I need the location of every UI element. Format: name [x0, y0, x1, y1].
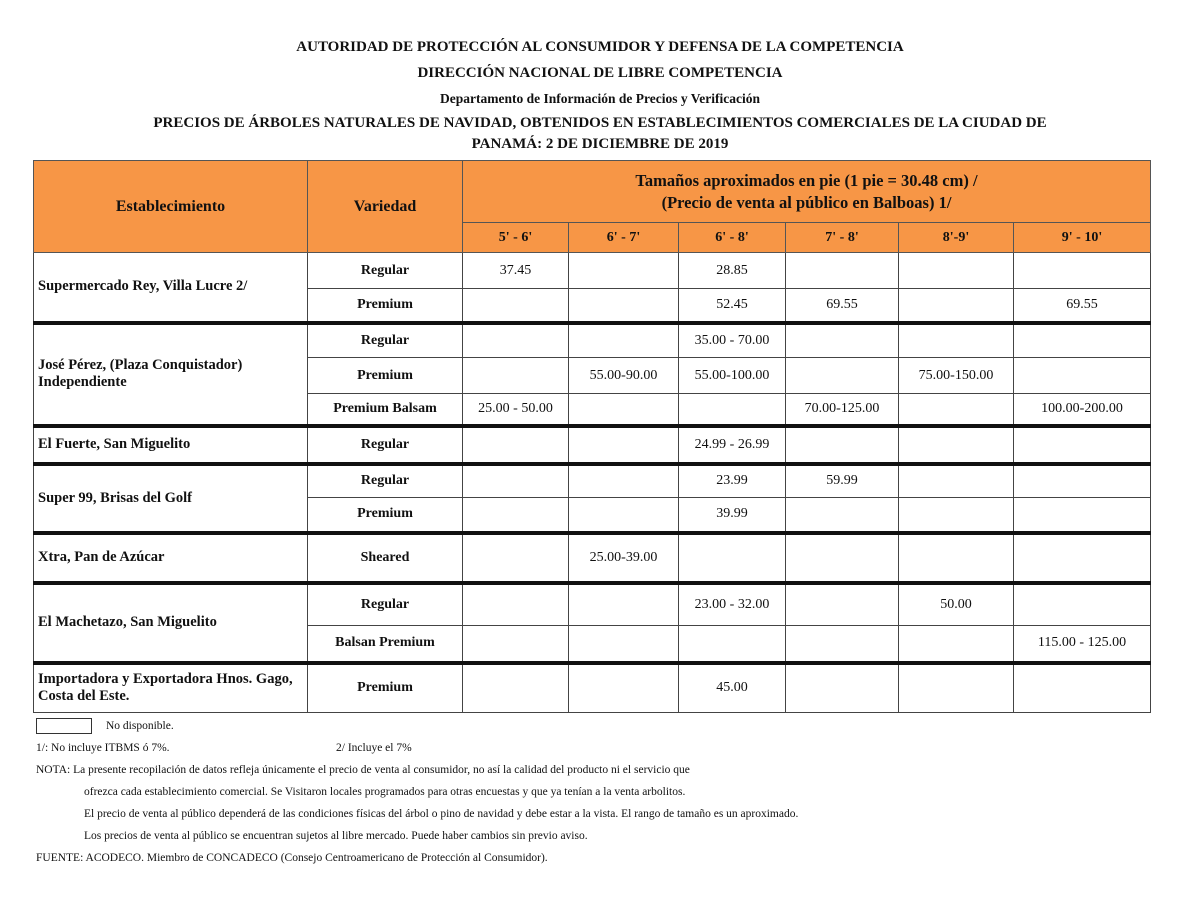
- price-cell: [569, 323, 679, 358]
- price-cell: [569, 253, 679, 289]
- price-cell: [1014, 358, 1151, 394]
- variedad-cell: Regular: [308, 426, 463, 464]
- header-sizes-group: [463, 161, 1151, 223]
- price-cell: [899, 533, 1014, 583]
- price-cell: 55.00-100.00: [679, 358, 786, 394]
- price-cell: 100.00-200.00: [1014, 394, 1151, 426]
- price-cell: [463, 663, 569, 713]
- note-2: 2/ Incluye el 7%: [336, 742, 412, 754]
- size-header: 8'-9': [899, 223, 1014, 253]
- price-cell: [899, 394, 1014, 426]
- variedad-cell: Sheared: [308, 533, 463, 583]
- establecimiento-cell: Super 99, Brisas del Golf: [34, 464, 308, 533]
- price-cell: 75.00-150.00: [899, 358, 1014, 394]
- price-cell: [1014, 498, 1151, 533]
- price-cell: [786, 426, 899, 464]
- size-header: 5' - 6': [463, 223, 569, 253]
- price-cell: [463, 358, 569, 394]
- nota-3: El precio de venta al público dependerá de las condiciones físicas del árbol o pino de navidad y debe estar a la vista. El rango de tamaño es un aproximado.: [84, 808, 799, 820]
- price-cell: [786, 358, 899, 394]
- price-cell: [899, 626, 1014, 663]
- variedad-cell: Regular: [308, 253, 463, 289]
- price-cell: 50.00: [899, 583, 1014, 626]
- establecimiento-cell: Xtra, Pan de Azúcar: [34, 533, 308, 583]
- header-line-1: AUTORIDAD DE PROTECCIÓN AL CONSUMIDOR Y DEFENSA DE LA COMPETENCIA: [296, 39, 904, 55]
- price-cell: [463, 533, 569, 583]
- price-cell: [463, 626, 569, 663]
- price-cell: [786, 626, 899, 663]
- variedad-cell: Regular: [308, 323, 463, 358]
- price-cell: [463, 323, 569, 358]
- variedad-cell: Premium Balsam: [308, 394, 463, 426]
- price-cell: [899, 426, 1014, 464]
- price-cell: 52.45: [679, 289, 786, 323]
- note-1: 1/: No incluye ITBMS ó 7%.: [36, 742, 170, 754]
- price-cell: [569, 394, 679, 426]
- price-cell: [899, 289, 1014, 323]
- price-cell: [1014, 426, 1151, 464]
- price-cell: 39.99: [679, 498, 786, 533]
- price-cell: [463, 498, 569, 533]
- price-cell: 24.99 - 26.99: [679, 426, 786, 464]
- price-cell: 37.45: [463, 253, 569, 289]
- header-establecimiento: Establecimiento: [34, 161, 308, 253]
- nota-4: Los precios de venta al público se encuentran sujetos al libre mercado. Puede haber cambios sin previo aviso.: [84, 830, 588, 842]
- price-cell: [463, 583, 569, 626]
- price-cell: [569, 289, 679, 323]
- price-cell: [899, 253, 1014, 289]
- nota-2: ofrezca cada establecimiento comercial. Se Visitaron locales programados para otras encuestas y que ya tenían a la venta arbolitos.: [84, 786, 686, 798]
- price-cell: [1014, 464, 1151, 498]
- price-cell: 69.55: [1014, 289, 1151, 323]
- price-cell: [569, 498, 679, 533]
- price-table: [33, 160, 1151, 713]
- establecimiento-cell: El Machetazo, San Miguelito: [34, 583, 308, 663]
- table-row: [34, 426, 1151, 464]
- price-cell: [679, 533, 786, 583]
- group-header-2: (Precio de venta al público en Balboas) 1/: [661, 192, 952, 212]
- footer-notes: [36, 715, 798, 869]
- price-cell: 23.00 - 32.00: [679, 583, 786, 626]
- no-disponible-label: No disponible.: [106, 720, 174, 732]
- variedad-cell: Premium: [308, 358, 463, 394]
- price-cell: [786, 583, 899, 626]
- price-cell: 45.00: [679, 663, 786, 713]
- establecimiento-cell: El Fuerte, San Miguelito: [34, 426, 308, 464]
- price-cell: [786, 323, 899, 358]
- establecimiento-cell: José Pérez, (Plaza Conquistador) Independiente: [34, 323, 308, 426]
- size-header: 6' - 7': [569, 223, 679, 253]
- header-line-5: PANAMÁ: 2 DE DICIEMBRE DE 2019: [471, 136, 729, 152]
- price-cell: 59.99: [786, 464, 899, 498]
- variedad-cell: Premium: [308, 498, 463, 533]
- header-line-3: Departamento de Información de Precios y Verificación: [440, 91, 760, 106]
- price-cell: [569, 464, 679, 498]
- header-line-2: DIRECCIÓN NACIONAL DE LIBRE COMPETENCIA: [417, 65, 783, 81]
- price-cell: [899, 323, 1014, 358]
- size-header: 7' - 8': [786, 223, 899, 253]
- price-cell: [569, 583, 679, 626]
- size-header: 9' - 10': [1014, 223, 1151, 253]
- price-cell: 115.00 - 125.00: [1014, 626, 1151, 663]
- price-cell: [1014, 583, 1151, 626]
- price-cell: 70.00-125.00: [786, 394, 899, 426]
- document-header: [0, 34, 1200, 154]
- establecimiento-cell: Supermercado Rey, Villa Lucre 2/: [34, 253, 308, 323]
- price-cell: [679, 394, 786, 426]
- price-cell: [463, 464, 569, 498]
- header-line-4: PRECIOS DE ÁRBOLES NATURALES DE NAVIDAD, OBTENIDOS EN ESTABLECIMIENTOS COMERCIALES DE LA CIUDAD DE: [153, 115, 1047, 131]
- variedad-cell: Balsan Premium: [308, 626, 463, 663]
- price-cell: [786, 663, 899, 713]
- price-cell: 23.99: [679, 464, 786, 498]
- no-disponible-swatch: [36, 718, 92, 734]
- table-row: [34, 583, 1151, 626]
- table-row: [34, 464, 1151, 498]
- price-cell: [786, 253, 899, 289]
- price-cell: [679, 626, 786, 663]
- price-cell: [569, 663, 679, 713]
- price-cell: [1014, 533, 1151, 583]
- price-cell: 28.85: [679, 253, 786, 289]
- price-cell: 25.00 - 50.00: [463, 394, 569, 426]
- price-cell: [786, 498, 899, 533]
- nota-1: NOTA: La presente recopilación de datos refleja únicamente el precio de venta al consumidor, no así la calidad del producto ni el servicio que: [36, 764, 690, 776]
- size-header: 6' - 8': [679, 223, 786, 253]
- variedad-cell: Regular: [308, 464, 463, 498]
- price-cell: [1014, 323, 1151, 358]
- price-cell: [463, 289, 569, 323]
- table-row: [34, 663, 1151, 713]
- price-cell: [1014, 663, 1151, 713]
- table-row: [34, 253, 1151, 289]
- price-cell: 55.00-90.00: [569, 358, 679, 394]
- price-cell: 25.00-39.00: [569, 533, 679, 583]
- price-cell: [899, 663, 1014, 713]
- variedad-cell: Premium: [308, 289, 463, 323]
- price-cell: [899, 498, 1014, 533]
- price-cell: [1014, 253, 1151, 289]
- price-cell: [569, 426, 679, 464]
- price-cell: [786, 533, 899, 583]
- establecimiento-cell: Importadora y Exportadora Hnos. Gago, Costa del Este.: [34, 663, 308, 713]
- price-cell: [569, 626, 679, 663]
- fuente: FUENTE: ACODECO. Miembro de CONCADECO (Consejo Centroamericano de Protección al Consumidor).: [36, 852, 548, 864]
- price-cell: [463, 426, 569, 464]
- group-header-1: Tamaños aproximados en pie (1 pie = 30.48 cm) /: [635, 170, 978, 190]
- header-variedad: Variedad: [308, 161, 463, 253]
- table-row: [34, 323, 1151, 358]
- price-cell: 35.00 - 70.00: [679, 323, 786, 358]
- price-cell: [899, 464, 1014, 498]
- variedad-cell: Regular: [308, 583, 463, 626]
- variedad-cell: Premium: [308, 663, 463, 713]
- table-row: [34, 533, 1151, 583]
- price-cell: 69.55: [786, 289, 899, 323]
